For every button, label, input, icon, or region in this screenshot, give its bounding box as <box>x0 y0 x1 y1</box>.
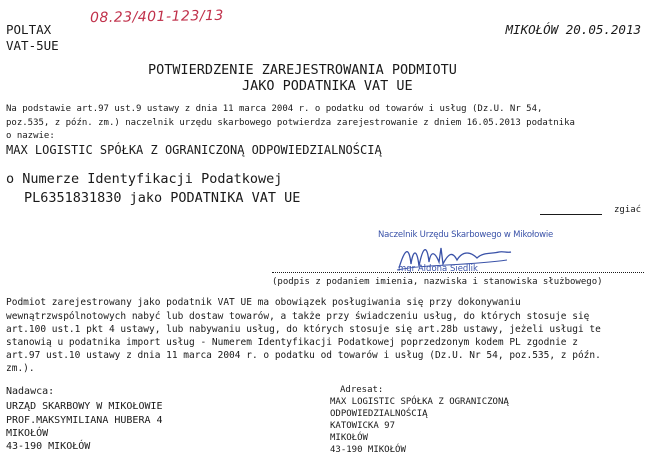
intro-text: poz.535, z późn. zm.) naczelnik urzędu skarbowego potwierdza zarejestrowanie z dniem 16.05.2013 podatnika <box>6 118 575 128</box>
recipient-line: MAX LOGISTIC SPÓŁKA Z OGRANICZONĄ <box>330 397 509 407</box>
intro-text: o nazwie: <box>6 131 55 141</box>
signature-line <box>272 272 644 273</box>
recipient-line: ODPOWIEDZIALNOŚCIĄ <box>330 409 428 419</box>
recipient-line: KATOWICKA 97 <box>330 421 396 431</box>
obligation-text: art.97 ust.10 ustawy z dnia 11 marca 2004 r. o podatku od towarów i usług (Dz.U. Nr 54, poz.535, z późn. <box>6 350 601 361</box>
form-code: POLTAX <box>6 22 52 37</box>
document-subtitle: JAKO PODATNIKA VAT UE <box>242 78 413 94</box>
stamp-office-line: Naczelnik Urzędu Skarbowego w Mikołowie <box>378 230 554 240</box>
recipient-line: MIKOŁÓW <box>330 433 368 443</box>
sender-label: Nadawca: <box>6 386 55 397</box>
sender-line: URZĄD SKARBOWY W MIKOŁOWIE <box>6 401 163 412</box>
document-title: POTWIERDZENIE ZAREJESTROWANIA PODMIOTU <box>148 62 457 78</box>
sender-line: PROF.MAKSYMILIANA HUBERA 4 <box>6 415 163 426</box>
tax-id-value: PL6351831830 jako PODATNIKA VAT UE <box>24 190 301 206</box>
obligation-text: stanowią u podatnika import usług - Numerem Identyfikacji Podatkowej poprzedzonym kodem PL zgodnie z <box>6 337 578 348</box>
recipient-line: 43-190 MIKOŁÓW <box>330 445 406 455</box>
obligation-text: zm.). <box>6 363 35 374</box>
obligation-text: wewnątrzwspólnotowych nabyć lub dostaw towarów, a także przy świadczeniu usług, do których stosuje się <box>6 311 590 322</box>
stamp-name-line: mgr Aldona Siedlik <box>398 264 478 274</box>
recipient-label: Adresat: <box>340 385 384 395</box>
handwritten-reference: 08.23/401-123/13 <box>89 7 224 27</box>
fold-label: zgiać <box>614 205 642 215</box>
obligation-text: art.100 ust.1 pkt 4 ustawy, lub nabywaniu usług, do których stosuje się art.28b ustawy, jeżeli usługi te <box>6 324 601 335</box>
company-name: MAX LOGISTIC SPÓŁKA Z OGRANICZONĄ ODPOWIEDZIALNOŚCIĄ <box>6 143 382 157</box>
fold-line <box>540 214 602 215</box>
intro-text: Na podstawie art.97 ust.9 ustawy z dnia 11 marca 2004 r. o podatku od towarów i usług (Dz.U. Nr 54, <box>6 104 543 114</box>
place-and-date: MIKOŁÓW 20.05.2013 <box>505 22 641 37</box>
signature-caption: (podpis z podaniem imienia, nazwiska i stanowiska służbowego) <box>272 277 603 287</box>
sender-line: 43-190 MIKOŁÓW <box>6 441 91 452</box>
sender-line: MIKOŁÓW <box>6 428 49 439</box>
form-version: VAT-5UE <box>6 38 59 53</box>
tax-id-label: o Numerze Identyfikacji Podatkowej <box>6 171 283 187</box>
obligation-text: Podmiot zarejestrowany jako podatnik VAT UE ma obowiązek posługiwania się przy dokonywaniu <box>6 297 521 308</box>
